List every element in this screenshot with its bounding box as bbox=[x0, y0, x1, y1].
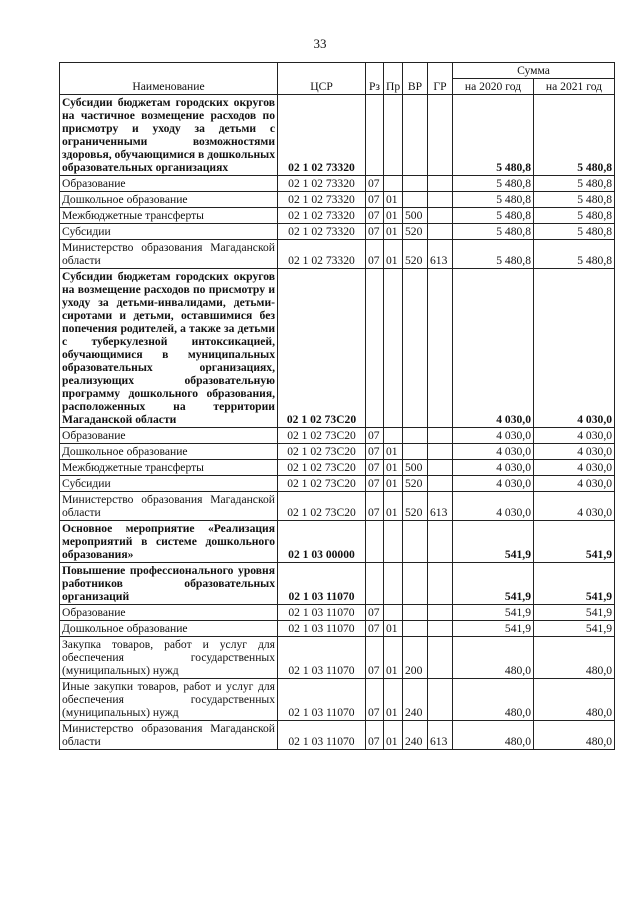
table-row bbox=[60, 476, 615, 492]
row-sum-2020: 541,9 bbox=[453, 621, 534, 637]
row-sum-2021: 4 030,0 bbox=[534, 428, 615, 444]
header-gr: ГР bbox=[428, 63, 453, 95]
row-rz: 07 bbox=[366, 208, 384, 224]
row-gr: 613 bbox=[428, 492, 453, 521]
row-rz: 07 bbox=[366, 721, 384, 750]
row-name: Образование bbox=[60, 176, 278, 192]
row-sum-2020: 5 480,8 bbox=[453, 95, 534, 176]
row-gr bbox=[428, 269, 453, 428]
row-gr bbox=[428, 192, 453, 208]
row-name: Министерство образования Магаданской области bbox=[60, 492, 278, 521]
row-sum-2020: 4 030,0 bbox=[453, 460, 534, 476]
row-name: Межбюджетные трансферты bbox=[60, 208, 278, 224]
row-rz: 07 bbox=[366, 476, 384, 492]
row-sum-2020: 5 480,8 bbox=[453, 192, 534, 208]
row-sum-2021: 4 030,0 bbox=[534, 444, 615, 460]
table-row bbox=[60, 721, 615, 750]
row-csr: 02 1 02 73С20 bbox=[278, 492, 366, 521]
row-sum-2021: 541,9 bbox=[534, 563, 615, 605]
table-row bbox=[60, 224, 615, 240]
row-vr bbox=[403, 269, 428, 428]
row-sum-2020: 4 030,0 bbox=[453, 428, 534, 444]
row-gr: 613 bbox=[428, 240, 453, 269]
row-sum-2021: 480,0 bbox=[534, 679, 615, 721]
row-rz: 07 bbox=[366, 492, 384, 521]
row-pr: 01 bbox=[384, 476, 403, 492]
row-pr bbox=[384, 176, 403, 192]
row-rz: 07 bbox=[366, 460, 384, 476]
row-gr bbox=[428, 95, 453, 176]
row-rz: 07 bbox=[366, 240, 384, 269]
row-csr: 02 1 02 73С20 bbox=[278, 460, 366, 476]
row-rz: 07 bbox=[366, 192, 384, 208]
row-vr: 500 bbox=[403, 208, 428, 224]
row-sum-2020: 4 030,0 bbox=[453, 492, 534, 521]
table-row bbox=[60, 492, 615, 521]
row-sum-2021: 5 480,8 bbox=[534, 224, 615, 240]
row-pr: 01 bbox=[384, 492, 403, 521]
table-row bbox=[60, 269, 615, 428]
row-sum-2021: 541,9 bbox=[534, 621, 615, 637]
row-rz: 07 bbox=[366, 444, 384, 460]
row-pr bbox=[384, 269, 403, 428]
row-rz bbox=[366, 95, 384, 176]
row-sum-2021: 5 480,8 bbox=[534, 176, 615, 192]
row-rz: 07 bbox=[366, 605, 384, 621]
row-sum-2021: 5 480,8 bbox=[534, 240, 615, 269]
row-name: Основное мероприятие «Реализация мероприятий в системе дошкольного образования» bbox=[60, 521, 278, 563]
row-gr bbox=[428, 637, 453, 679]
row-csr: 02 1 02 73320 bbox=[278, 95, 366, 176]
row-sum-2021: 4 030,0 bbox=[534, 476, 615, 492]
table-row bbox=[60, 444, 615, 460]
row-rz: 07 bbox=[366, 224, 384, 240]
row-sum-2021: 5 480,8 bbox=[534, 95, 615, 176]
header-vr: ВР bbox=[403, 63, 428, 95]
row-name: Субсидии бюджетам городских округов на частичное возмещение расходов по присмотру и уходу за детьми с ограниченными возможностями здоровья, обучающимися в дошкольных образовательных организациях bbox=[60, 95, 278, 176]
header-year-2020: на 2020 год bbox=[453, 79, 534, 95]
row-sum-2021: 541,9 bbox=[534, 521, 615, 563]
row-sum-2021: 480,0 bbox=[534, 637, 615, 679]
row-sum-2020: 5 480,8 bbox=[453, 176, 534, 192]
row-csr: 02 1 02 73С20 bbox=[278, 428, 366, 444]
row-gr bbox=[428, 563, 453, 605]
table-row bbox=[60, 95, 615, 176]
row-sum-2020: 541,9 bbox=[453, 521, 534, 563]
header-name: Наименование bbox=[60, 63, 278, 95]
row-sum-2020: 5 480,8 bbox=[453, 208, 534, 224]
row-sum-2021: 5 480,8 bbox=[534, 208, 615, 224]
row-pr: 01 bbox=[384, 679, 403, 721]
row-pr bbox=[384, 428, 403, 444]
row-name: Иные закупки товаров, работ и услуг для обеспечения государственных (муниципальных) нужд bbox=[60, 679, 278, 721]
table-row bbox=[60, 679, 615, 721]
row-csr: 02 1 02 73С20 bbox=[278, 476, 366, 492]
header-sum: Сумма bbox=[453, 63, 615, 79]
row-sum-2020: 5 480,8 bbox=[453, 240, 534, 269]
row-sum-2021: 4 030,0 bbox=[534, 492, 615, 521]
row-name: Образование bbox=[60, 605, 278, 621]
row-name: Закупка товаров, работ и услуг для обеспечения государственных (муниципальных) нужд bbox=[60, 637, 278, 679]
row-name: Дошкольное образование bbox=[60, 621, 278, 637]
table-row bbox=[60, 460, 615, 476]
row-name: Образование bbox=[60, 428, 278, 444]
row-rz bbox=[366, 563, 384, 605]
row-csr: 02 1 03 11070 bbox=[278, 637, 366, 679]
row-vr bbox=[403, 621, 428, 637]
row-rz: 07 bbox=[366, 176, 384, 192]
row-pr bbox=[384, 605, 403, 621]
table-row bbox=[60, 621, 615, 637]
row-vr: 200 bbox=[403, 637, 428, 679]
row-vr: 500 bbox=[403, 460, 428, 476]
table-row bbox=[60, 428, 615, 444]
row-sum-2020: 541,9 bbox=[453, 563, 534, 605]
row-sum-2021: 480,0 bbox=[534, 721, 615, 750]
row-pr bbox=[384, 521, 403, 563]
table-row bbox=[60, 521, 615, 563]
row-vr bbox=[403, 428, 428, 444]
row-name: Дошкольное образование bbox=[60, 444, 278, 460]
row-sum-2020: 4 030,0 bbox=[453, 444, 534, 460]
row-vr bbox=[403, 605, 428, 621]
row-name: Субсидии bbox=[60, 224, 278, 240]
row-name: Дошкольное образование bbox=[60, 192, 278, 208]
row-gr bbox=[428, 208, 453, 224]
row-sum-2020: 4 030,0 bbox=[453, 269, 534, 428]
row-pr bbox=[384, 563, 403, 605]
row-vr bbox=[403, 176, 428, 192]
header-rz: Рз bbox=[366, 63, 384, 95]
row-pr: 01 bbox=[384, 637, 403, 679]
row-name: Субсидии bbox=[60, 476, 278, 492]
header-year-2021: на 2021 год bbox=[534, 79, 615, 95]
row-sum-2021: 4 030,0 bbox=[534, 269, 615, 428]
row-sum-2021: 541,9 bbox=[534, 605, 615, 621]
header-csr: ЦСР bbox=[278, 63, 366, 95]
row-pr: 01 bbox=[384, 224, 403, 240]
row-vr: 240 bbox=[403, 721, 428, 750]
row-csr: 02 1 03 11070 bbox=[278, 621, 366, 637]
row-name: Межбюджетные трансферты bbox=[60, 460, 278, 476]
row-sum-2020: 5 480,8 bbox=[453, 224, 534, 240]
row-gr bbox=[428, 605, 453, 621]
row-csr: 02 1 02 73320 bbox=[278, 176, 366, 192]
table-row bbox=[60, 637, 615, 679]
row-gr bbox=[428, 224, 453, 240]
row-rz: 07 bbox=[366, 679, 384, 721]
table-row bbox=[60, 605, 615, 621]
row-gr: 613 bbox=[428, 721, 453, 750]
row-vr bbox=[403, 95, 428, 176]
row-gr bbox=[428, 444, 453, 460]
row-name: Повышение профессионального уровня работников образовательных организаций bbox=[60, 563, 278, 605]
row-csr: 02 1 03 11070 bbox=[278, 721, 366, 750]
row-vr bbox=[403, 563, 428, 605]
row-csr: 02 1 03 11070 bbox=[278, 563, 366, 605]
row-name: Субсидии бюджетам городских округов на возмещение расходов по присмотру и уходу за детьми-инвалидами, детьми-сиротами и детьми, оставшимися без попечения родителей, а также за детьми с туберкулезной интоксикацией, обучающимися в муниципальных образовательных организациях, реализующих образовательную программу дошкольного образования, расположенных на территории Магаданской области bbox=[60, 269, 278, 428]
row-name: Министерство образования Магаданской области bbox=[60, 721, 278, 750]
row-pr: 01 bbox=[384, 721, 403, 750]
row-vr: 520 bbox=[403, 492, 428, 521]
row-sum-2020: 4 030,0 bbox=[453, 476, 534, 492]
budget-table bbox=[59, 62, 615, 750]
row-gr bbox=[428, 476, 453, 492]
row-pr: 01 bbox=[384, 621, 403, 637]
row-sum-2021: 5 480,8 bbox=[534, 192, 615, 208]
row-vr bbox=[403, 521, 428, 563]
row-vr: 520 bbox=[403, 224, 428, 240]
row-sum-2020: 480,0 bbox=[453, 679, 534, 721]
row-name: Министерство образования Магаданской области bbox=[60, 240, 278, 269]
row-csr: 02 1 02 73320 bbox=[278, 240, 366, 269]
row-rz bbox=[366, 269, 384, 428]
row-gr bbox=[428, 521, 453, 563]
row-csr: 02 1 02 73С20 bbox=[278, 444, 366, 460]
row-csr: 02 1 02 73320 bbox=[278, 192, 366, 208]
row-gr bbox=[428, 621, 453, 637]
row-csr: 02 1 02 73С20 bbox=[278, 269, 366, 428]
row-rz: 07 bbox=[366, 621, 384, 637]
row-gr bbox=[428, 679, 453, 721]
row-rz: 07 bbox=[366, 637, 384, 679]
row-pr: 01 bbox=[384, 444, 403, 460]
row-vr: 520 bbox=[403, 476, 428, 492]
row-csr: 02 1 03 11070 bbox=[278, 679, 366, 721]
row-vr bbox=[403, 444, 428, 460]
row-rz bbox=[366, 521, 384, 563]
row-gr bbox=[428, 460, 453, 476]
row-pr: 01 bbox=[384, 460, 403, 476]
row-sum-2021: 4 030,0 bbox=[534, 460, 615, 476]
row-csr: 02 1 03 11070 bbox=[278, 605, 366, 621]
row-vr: 520 bbox=[403, 240, 428, 269]
table-row bbox=[60, 208, 615, 224]
table-row bbox=[60, 563, 615, 605]
row-sum-2020: 480,0 bbox=[453, 637, 534, 679]
table-row bbox=[60, 240, 615, 269]
row-csr: 02 1 02 73320 bbox=[278, 224, 366, 240]
row-csr: 02 1 02 73320 bbox=[278, 208, 366, 224]
row-pr: 01 bbox=[384, 208, 403, 224]
table-body bbox=[60, 95, 615, 750]
row-rz: 07 bbox=[366, 428, 384, 444]
row-vr: 240 bbox=[403, 679, 428, 721]
row-vr bbox=[403, 192, 428, 208]
row-pr: 01 bbox=[384, 192, 403, 208]
row-csr: 02 1 03 00000 bbox=[278, 521, 366, 563]
row-pr bbox=[384, 95, 403, 176]
row-gr bbox=[428, 428, 453, 444]
row-pr: 01 bbox=[384, 240, 403, 269]
table-row bbox=[60, 176, 615, 192]
row-sum-2020: 480,0 bbox=[453, 721, 534, 750]
table-row bbox=[60, 192, 615, 208]
header-pr: Пр bbox=[384, 63, 403, 95]
row-gr bbox=[428, 176, 453, 192]
page-number: 33 bbox=[313, 36, 327, 51]
row-sum-2020: 541,9 bbox=[453, 605, 534, 621]
